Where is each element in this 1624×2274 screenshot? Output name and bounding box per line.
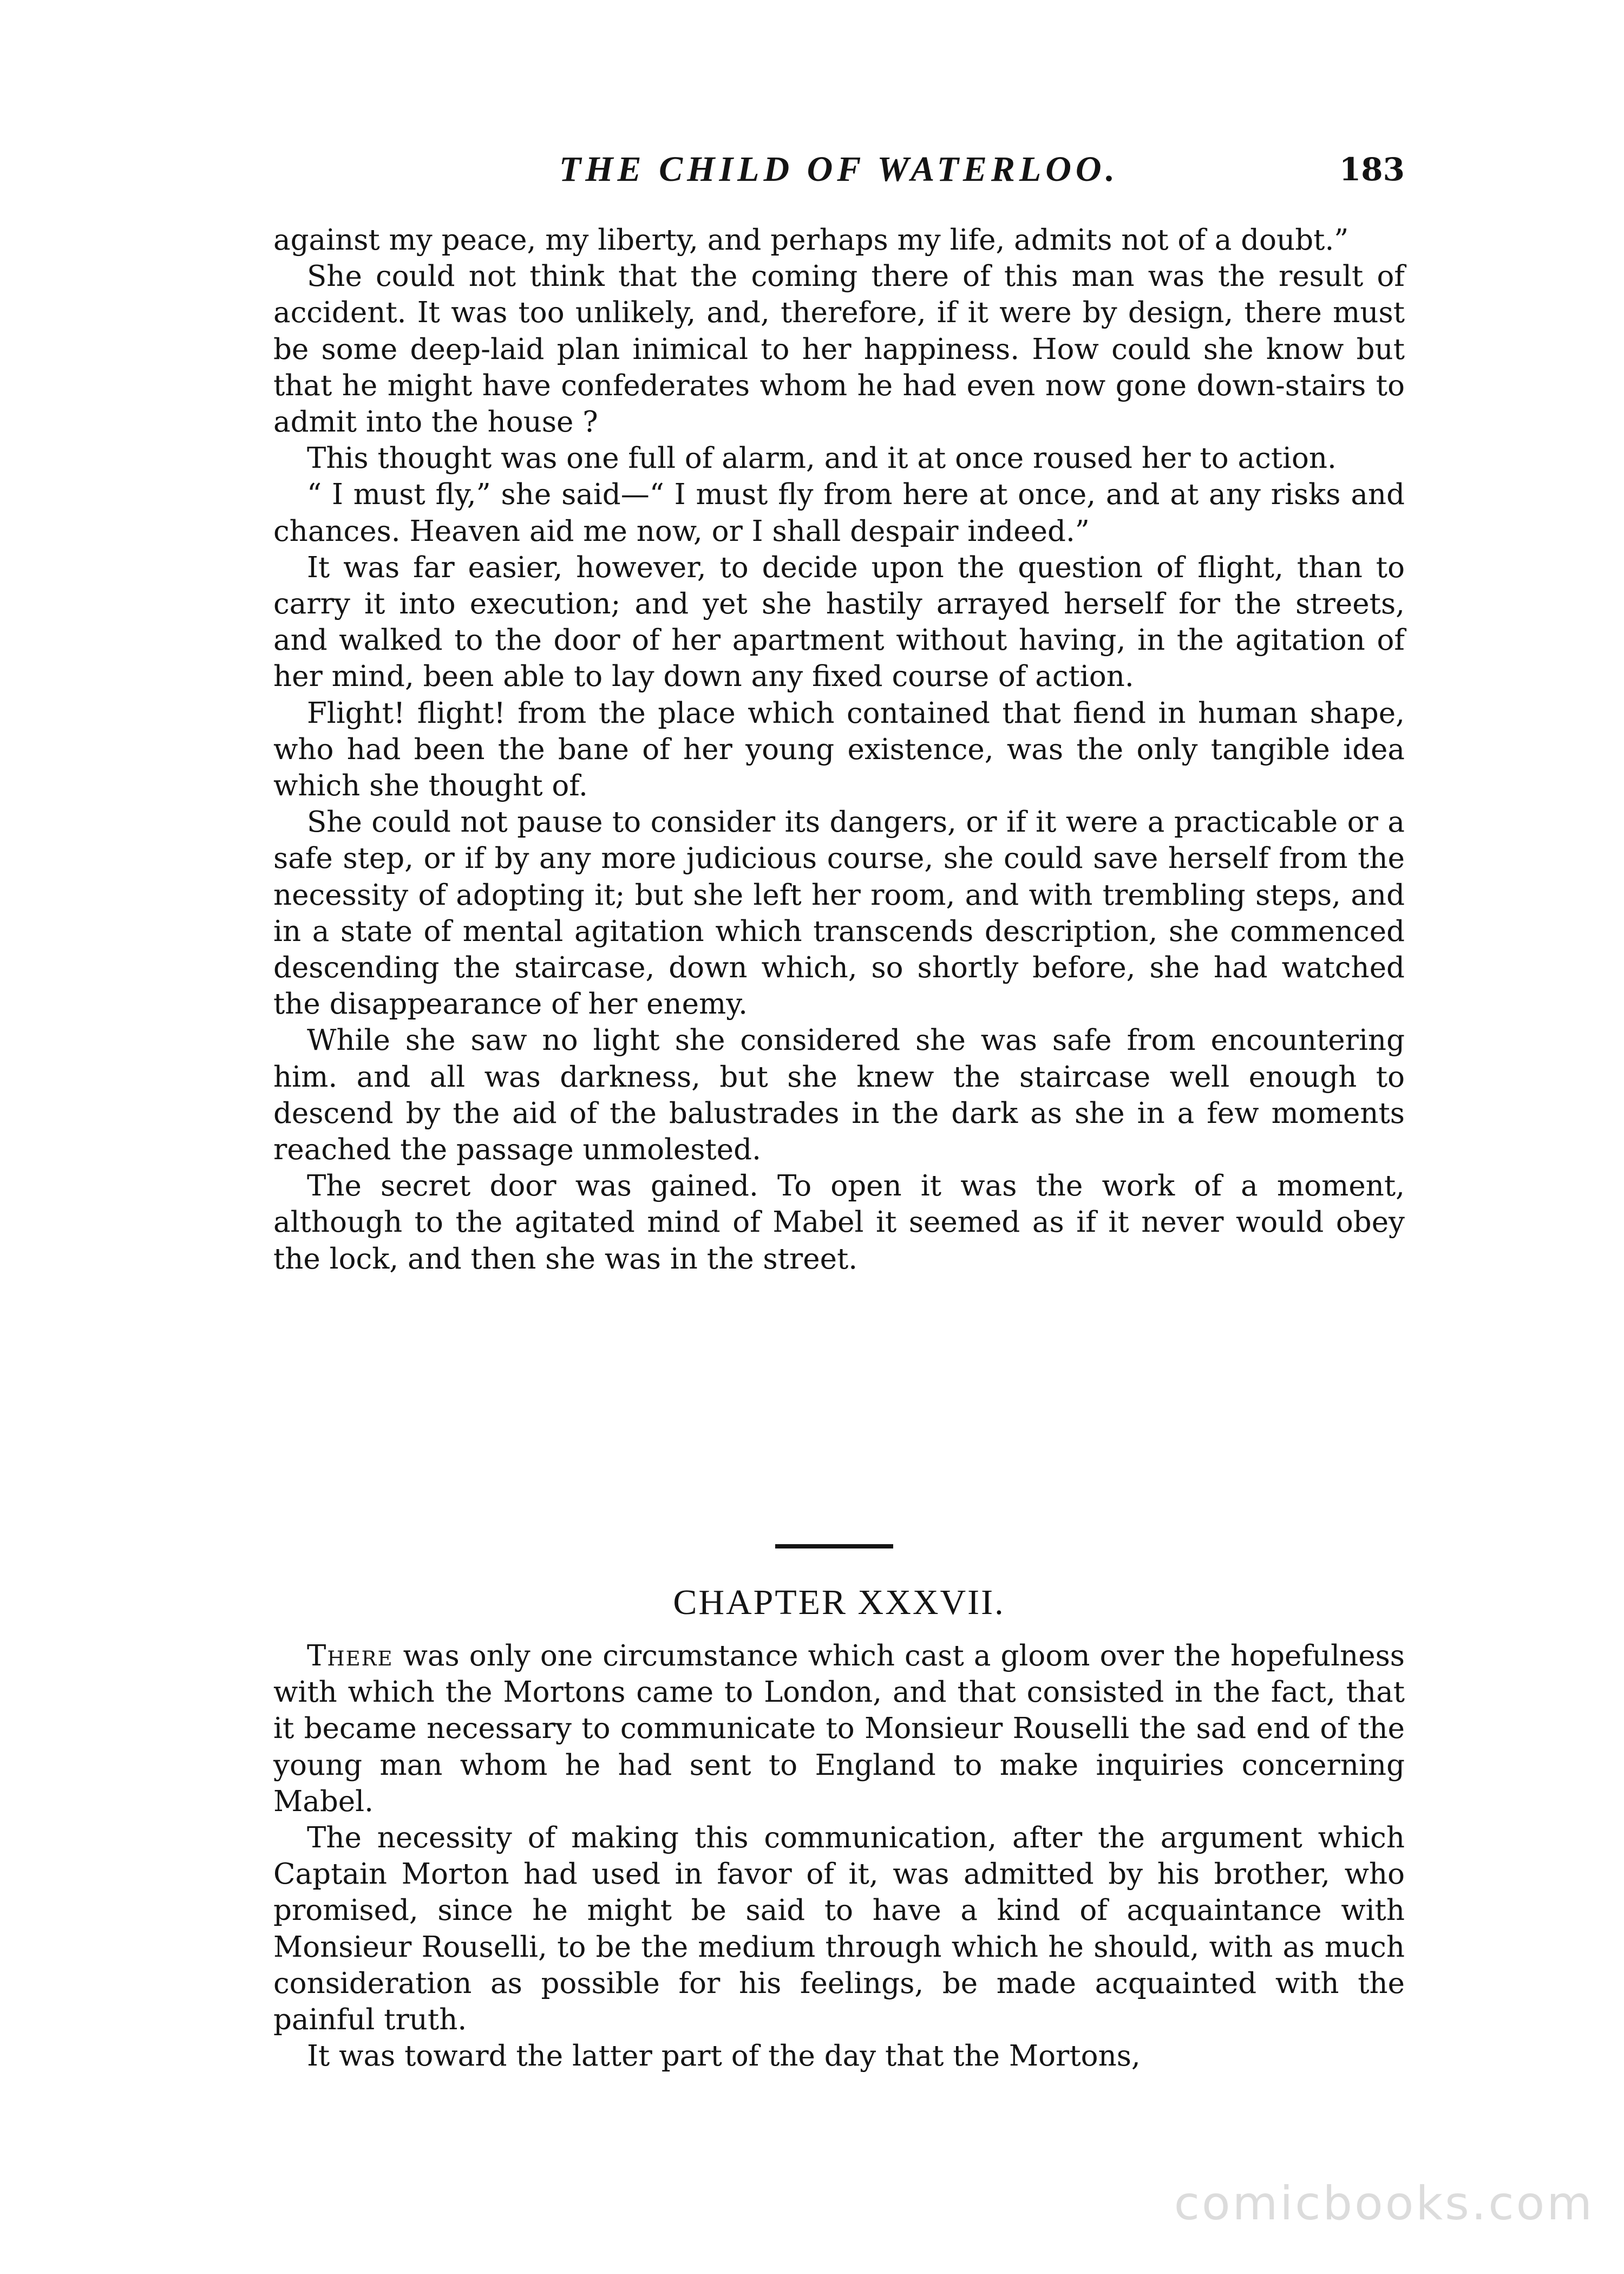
watermark: comicbooks.com [1174, 2177, 1594, 2231]
paragraph [273, 1638, 1405, 1820]
paragraph: against my peace, my liberty, and perhaps my life, admits not of a doubt.” [273, 224, 1349, 257]
section-divider [775, 1544, 893, 1548]
paragraph: She could not pause to consider its dangers, or if it were a practicable or a safe step, or if by any more judicious course, she could save herself from the necessity of adopting it; but she left her room, and with trembling steps, and in a state of mental agitation which transcends description, she commenced descending the staircase, down which, so shortly before, she had watched the disappearance of her enemy. [273, 806, 1405, 1021]
page-number: 183 [1339, 151, 1405, 188]
paragraph: She could not think that the coming there of this man was the result of accident. It was too unlikely, and, therefore, if it were by design, there must be some deep-laid plan inimical to her happiness. How could she know but that he might have confederates whom he had even now gone down-stairs to admit into the house ? [273, 260, 1405, 439]
paragraph: The secret door was gained. To open it was the work of a moment, although to the agitated mind of Mabel it seemed as if it never would obey the lock, and then she was in the street. [273, 1169, 1405, 1276]
paragraph: It was far easier, however, to decide upon the question of flight, than to carry it into execution; and yet she hastily arrayed herself for the streets, and walked to the door of her apartment without having, in the agitation of her mind, been able to lay down any fixed course of action. [273, 551, 1405, 694]
chapter-lead-word: There [307, 1639, 394, 1672]
chapter-ending-text [273, 222, 1405, 1277]
paragraph: While she saw no light she considered she was safe from encountering him. and all was darkness, but she knew the staircase well enough to descend by the aid of the balustrades in the dark as she in a few moments reached the passage unmolested. [273, 1024, 1405, 1167]
chapter-text [273, 1638, 1405, 2074]
paragraph: This thought was one full of alarm, and it at once roused her to action. [307, 442, 1337, 475]
paragraph: It was toward the latter part of the day that the Mortons, [307, 2040, 1141, 2073]
paragraph: “ I must fly,” she said—“ I must fly from here at once, and at any risks and chances. Heaven aid me now, or I shall despair indeed.” [273, 478, 1405, 548]
page-header [273, 145, 1405, 194]
running-title: THE CHILD OF WATERLOO. [559, 149, 1119, 189]
paragraph: The necessity of making this communication, after the argument which Captain Morton had used in favor of it, was admitted by his brother, who promised, since he might be said to have a kind of acquaintance with Monsieur Rouselli, to be the medium through which he should, with as much consideration as possible for his feelings, be made acquainted with the painful truth. [273, 1821, 1405, 2037]
paragraph-text: was only one circumstance which cast a gloom over the hopefulness with which the Mortons came to London, and that consisted in the fact, that it became necessary to communicate to Monsieur Rouselli the sad end of the young man whom he had sent to England to make inquiries concerning Mabel. [273, 1639, 1405, 1818]
chapter-heading: CHAPTER XXXVII. [673, 1583, 1005, 1622]
paragraph: Flight! flight! from the place which contained that fiend in human shape, who had been the bane of her young existence, was the only tangible idea which she thought of. [273, 696, 1405, 803]
